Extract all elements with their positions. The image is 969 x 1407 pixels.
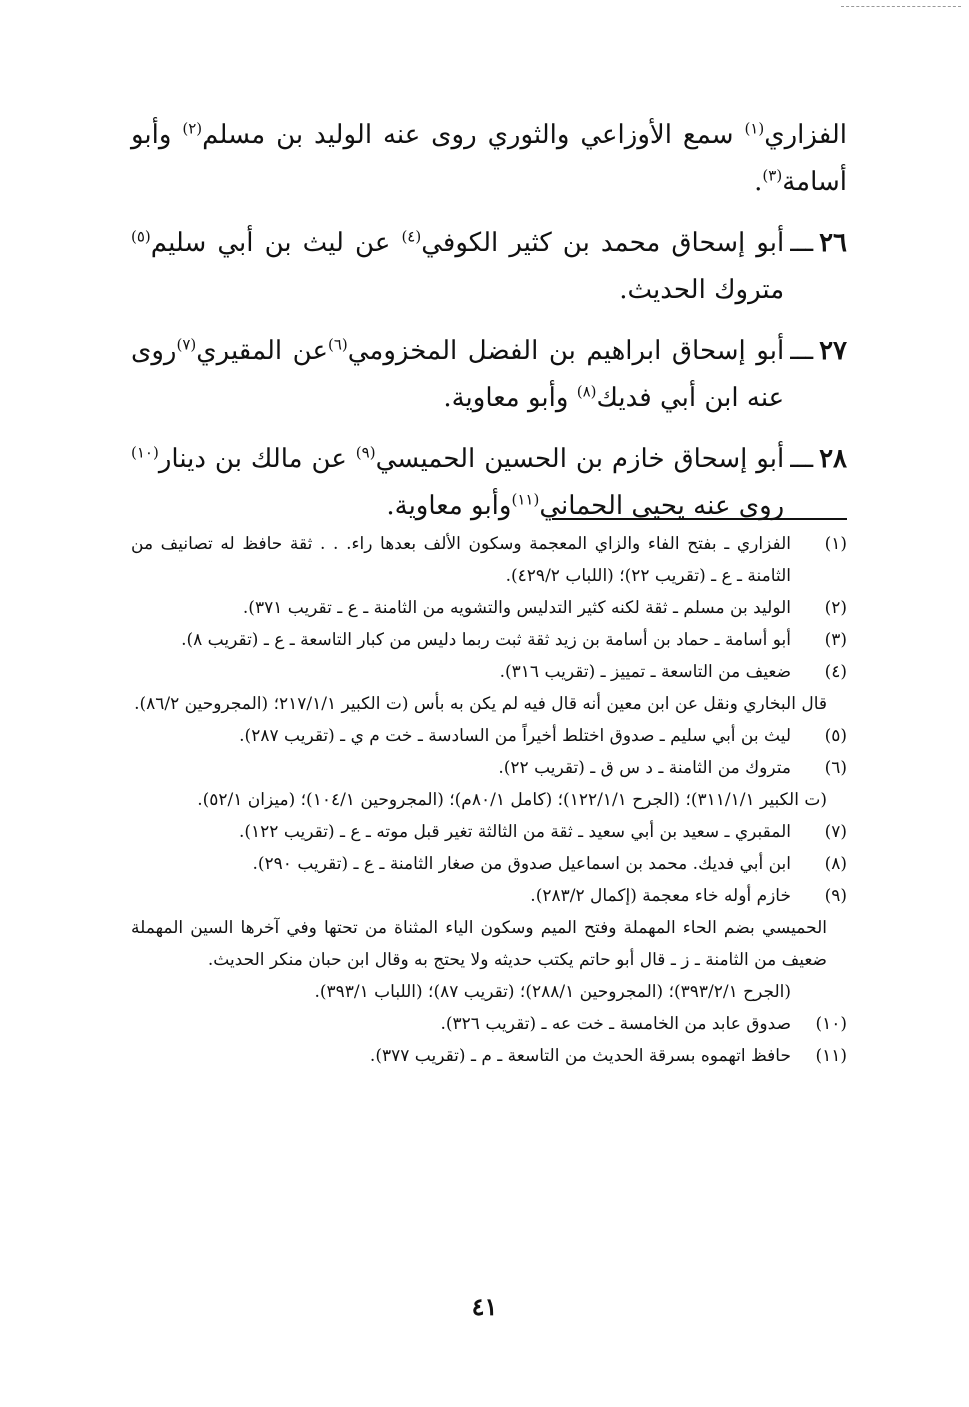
footnote-text: المقبري ـ سعيد بن أبي سعيد ـ ثقة من الثالثة تغير قبل موته ـ ع ـ (تقريب ١٢٢). [238,822,791,842]
footnote-number: (١٠) [815,1014,847,1034]
footnote-ref-7[interactable]: (٧) [176,335,197,354]
footnote-4-continuation: قال البخاري ونقل عن ابن معين أنه قال فيه لم يكن به بأس (ت الكبير ٢١٧/١/١؛ (المجروحين ٨٦/٢). [134,694,827,714]
footnote-11 [131,1040,847,1072]
footnote-ref-3[interactable]: (٣) [762,166,783,185]
footnote-number: (٢) [824,598,847,618]
footnote-ref-9[interactable]: (٩) [355,443,376,462]
paragraph-fazari: الفزاري$^{(١)}$ سمع الأوزاعي والثوري روى عنه الوليد بن مسلم$^{(٢)}$ وأبو أسامة$^{(٣)}$. [131,119,847,197]
footnote-7 [131,816,847,848]
footnote-text: ابن أبي فديك. محمد بن اسماعيل صدوق من صغار الثامنة ـ ع ـ (تقريب ٢٩٠). [252,854,791,874]
footnote-ref-11[interactable]: (١١) [511,490,540,509]
entry-28 [131,436,847,530]
footnote-text: صدوق عابد من الخامسة ـ خت عه ـ (تقريب ٣٢٦). [440,1014,791,1034]
footnote-ref-5[interactable]: (٥) [131,227,151,246]
footnote-text: خازم أوله خاء معجمة (إكمال ٢٨٣/٢). [530,886,791,906]
main-text [131,112,847,544]
footnote-1 [131,528,847,592]
footnotes [131,528,847,1072]
footnote-10 [131,1008,847,1040]
footnote-number: (١) [824,534,847,554]
footnote-2 [131,592,847,624]
entry-dash: ـــ [790,228,814,258]
footnote-number: (٨) [824,854,847,874]
footnote-text: أبو أسامة ـ حماد بن أسامة بن زيد ثقة ثبت ربما دليس من كبار التاسعة ـ ع ـ (تقريب ٨). [181,630,791,650]
entry-26 [131,220,847,314]
footnote-6-continuation: (ت الكبير ٣١١/١/١)؛ (الجرح ١٢٢/١/١)؛ (كامل ٨٠/١م)؛ (المجروحين ١٠٤/١)؛ (ميزان ٥٢/١). [197,790,827,810]
entry-text: أبو إسحاق محمد بن كثير الكوفي$^{(٤)}$ عن ليث بن أبي سليم$^{(٥)}$ متروك الحديث. [131,227,785,305]
footnote-9-continuation: الحميسي بضم الحاء المهملة وفتح الميم وسكون الياء المثناة من تحتها وفي آخرها السين المهملة ضعيف من الثامنة ـ ز ـ قال أبو حاتم يكتب حديثه ولا يحتج به وقال ابن حبان منكر الحديث. [131,918,827,970]
footnote-number: (٥) [824,726,847,746]
footnote-number: (٣) [824,630,847,650]
footnote-number: (١١) [815,1046,847,1066]
entry-text: أبو إسحاق خازم بن الحسين الحميسي$^{(٩)}$ عن مالك بن دينار$^{(١٠)}$ روى عنه يحيى الحماني$^{(١١)}$وأبو معاوية. [131,443,785,521]
footnote-text: ليث بن أبي سليم ـ صدوق اختلط أخيراً من السادسة ـ خت م ي ـ (تقريب ٢٨٧). [239,726,791,746]
entry-number: ٢٨ [819,444,847,474]
footnote-9-references: (الجرح ٣٩٣/٢/١)؛ (المجروحين ٢٨٨/١)؛ (تقريب ٨٧)؛ (اللباب ٣٩٣/١). [314,982,791,1002]
entry-text: أبو إسحاق ابراهيم بن الفضل المخزومي$^{(٦)}$عن المقيري$^{(٧)}$روى عنه ابن أبي فديك$^{(٨)}$ وأبو معاوية. [131,335,785,413]
footnote-6 [131,752,847,784]
footnote-number: (٤) [824,662,847,682]
page-number: ٤١ [471,1292,498,1321]
footnote-number: (٦) [824,758,847,778]
footnote-ref-10[interactable]: (١٠) [131,443,159,462]
footnote-ref-6[interactable]: (٦) [327,335,348,354]
footnote-ref-8[interactable]: (٨) [576,382,597,401]
footnote-text: الفزاري ـ بفتح الفاء والزاي المعجمة وسكون الألف بعدها راء. . . ثقة حافظ له تصانيف من الثامنة ـ ع ـ (تقريب ٢٢)؛ (اللباب ٤٢٩/٢). [131,534,791,586]
footnote-8 [131,848,847,880]
entry-number: ٢٧ [819,336,847,366]
entry-dash: ـــ [790,336,814,366]
footnote-text: حافظ اتهموه بسرقة الحديث من التاسعة ـ م ـ (تقريب ٣٧٧). [369,1046,791,1066]
footnote-number: (٩) [824,886,847,906]
footnote-number: (٧) [824,822,847,842]
footnote-text: ضعيف من التاسعة ـ تمييز ـ (تقريب ٣١٦). [499,662,791,682]
footnote-ref-2[interactable]: (٢) [182,119,203,138]
footnote-4 [131,656,847,688]
footnote-9 [131,880,847,912]
footnote-ref-1[interactable]: (١) [744,119,765,138]
scan-edge-mark [841,6,961,7]
footnote-ref-4[interactable]: (٤) [401,227,422,246]
footnote-5 [131,720,847,752]
entry-27 [131,328,847,422]
entry-dash: ـــ [790,444,814,474]
footnote-text: الوليد بن مسلم ـ ثقة لكنه كثير التدليس والتشويه من الثامنة ـ ع ـ تقريب ٣٧١). [242,598,791,618]
entry-number: ٢٦ [819,228,847,258]
footnote-text: متروك من الثامنة ـ د س ق ـ (تقريب ٢٢). [498,758,791,778]
footnote-3 [131,624,847,656]
footnote-separator [552,518,847,520]
